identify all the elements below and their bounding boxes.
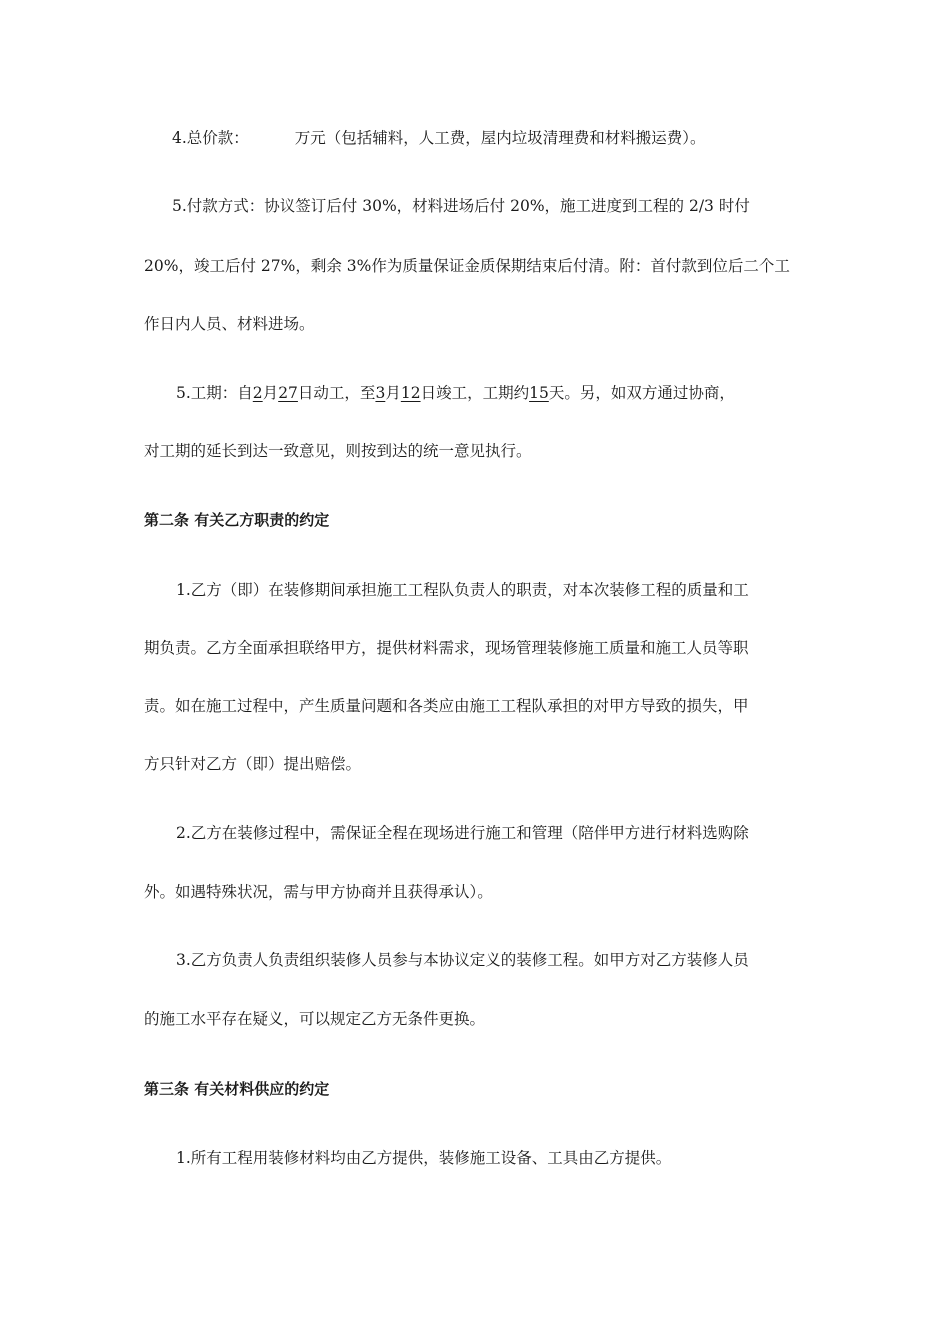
duration-days: 15 bbox=[529, 384, 549, 402]
start-month: 2 bbox=[252, 384, 263, 402]
article-2-p1-line-3: 责。如在施工过程中，产生质量问题和各类应由施工工程队承担的对甲方导致的损失，甲 bbox=[144, 697, 749, 715]
total-price-text: 万元（包括辅料，人工费，屋内垃圾清理费和材料搬运费）。 bbox=[294, 129, 706, 147]
article-3-p1-line-1: 1.所有工程用装修材料均由乙方提供，装修施工设备、工具由乙方提供。 bbox=[176, 1149, 672, 1167]
end-day: 12 bbox=[400, 384, 421, 402]
month-text-2: 月 bbox=[385, 384, 401, 402]
schedule-line-1 bbox=[176, 383, 735, 403]
schedule-prefix: 5.工期：自 bbox=[176, 384, 253, 402]
article-2-p1-line-2: 期负责。乙方全面承担联络甲方，提供材料需求，现场管理装修施工质量和施工人员等职 bbox=[144, 639, 749, 657]
article-3-title: 第三条 有关材料供应的约定 bbox=[144, 1080, 330, 1098]
total-price-label: 4.总价款： bbox=[172, 129, 249, 147]
article-2-p2-line-1: 2.乙方在装修过程中，需保证全程在现场进行施工和管理（陪伴甲方进行材料选购除 bbox=[176, 824, 749, 842]
day-text-2: 日竣工，工期约 bbox=[420, 384, 530, 402]
day-text-1: 日动工，至 bbox=[297, 384, 376, 402]
payment-line-3: 作日内人员、材料进场。 bbox=[144, 315, 315, 333]
article-2-p3-line-2: 的施工水平存在疑义，可以规定乙方无条件更换。 bbox=[144, 1010, 486, 1028]
schedule-line-2: 对工期的延长到达一致意见，则按到达的统一意见执行。 bbox=[144, 442, 532, 460]
article-2-p3-line-1: 3.乙方负责人负责组织装修人员参与本协议定义的装修工程。如甲方对乙方装修人员 bbox=[176, 951, 749, 969]
payment-line-2: 20%，竣工后付 27%，剩余 3%作为质量保证金质保期结束后付清。附：首付款到位后二个工 bbox=[144, 257, 790, 275]
total-price-line bbox=[172, 128, 706, 148]
month-text-1: 月 bbox=[262, 384, 279, 402]
article-2-title: 第二条 有关乙方职责的约定 bbox=[144, 511, 330, 529]
schedule-suffix: 天。另，如双方通过协商， bbox=[548, 384, 735, 402]
end-month: 3 bbox=[375, 384, 386, 402]
article-2-p1-line-1: 1.乙方（即）在装修期间承担施工工程队负责人的职责，对本次装修工程的质量和工 bbox=[176, 581, 749, 599]
payment-line-1: 5.付款方式：协议签订后付 30%，材料进场后付 20%，施工进度到工程的 2/3 时付 bbox=[172, 197, 750, 215]
article-2-p1-line-4: 方只针对乙方（即）提出赔偿。 bbox=[144, 755, 362, 773]
start-day: 27 bbox=[278, 384, 298, 402]
article-2-p2-line-2: 外。如遇特殊状况，需与甲方协商并且获得承认）。 bbox=[144, 883, 493, 901]
